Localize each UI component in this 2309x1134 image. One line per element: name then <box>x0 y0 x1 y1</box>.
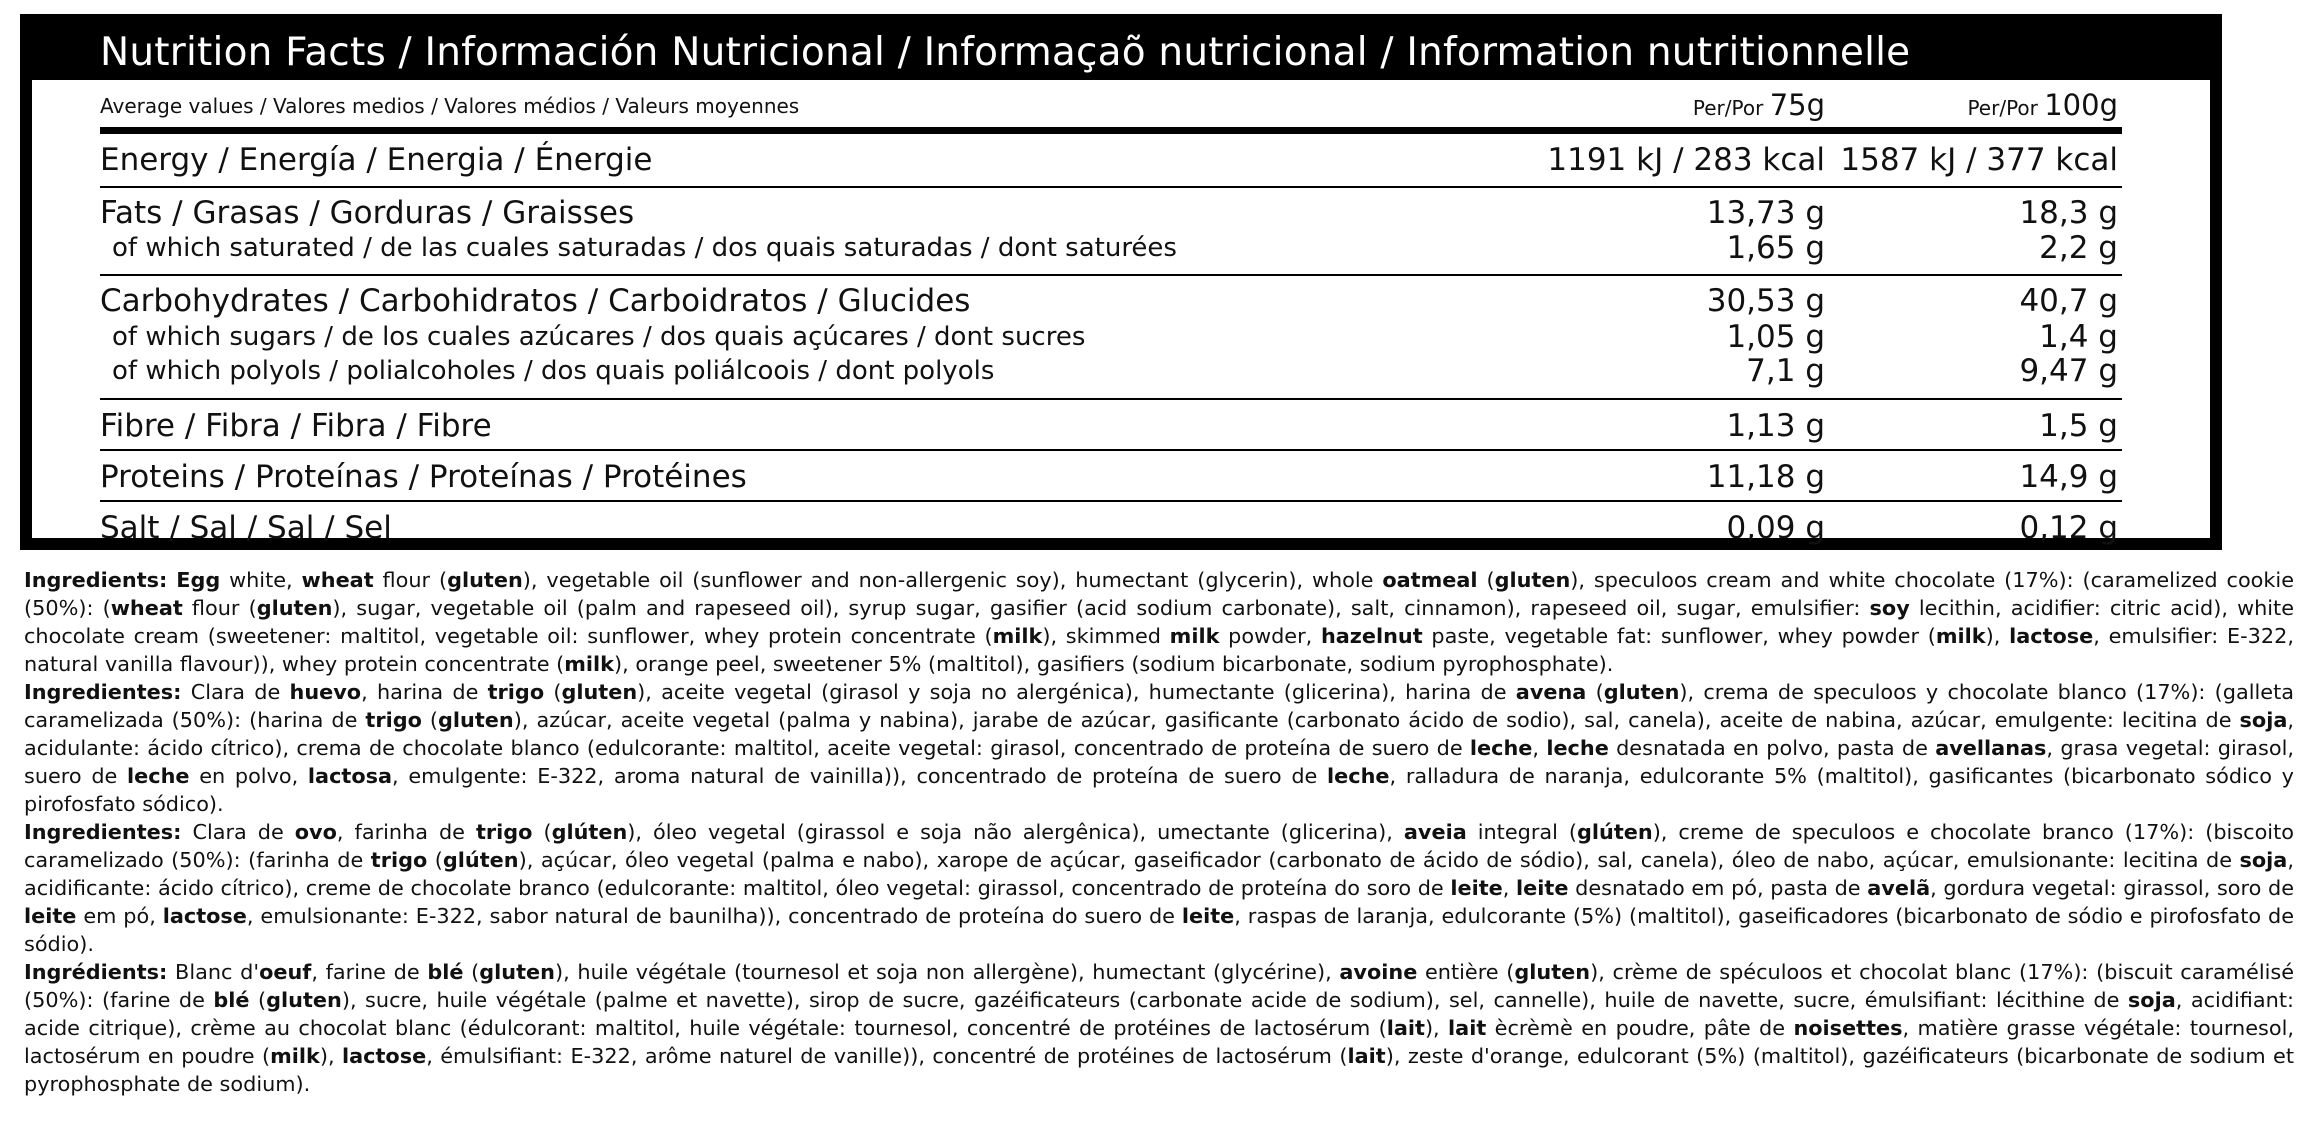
nutrient-sublabel: of which polyols / polialcoholes / dos quais poliálcoois / dont polyols <box>112 356 995 386</box>
allergen-text: leite <box>1516 876 1569 900</box>
ingredient-text: em pó, <box>76 904 163 928</box>
ingredient-text: ( <box>427 848 443 872</box>
ingredient-text: ), <box>1985 624 2010 648</box>
allergen-text: soja <box>2127 988 2176 1012</box>
value-per-75g: 1,13 g <box>1726 408 1825 444</box>
value-per-75g: 11,18 g <box>1706 459 1825 495</box>
allergen-text: trigo <box>365 708 422 732</box>
allergen-text: gluten <box>438 708 514 732</box>
ingredient-text: ), crema de speculoos y chocolate blanco (17%): (galleta caramelizada (50%): (harina de <box>24 680 2294 732</box>
ingredient-text: ), <box>319 1044 342 1068</box>
allergen-text: leche <box>1469 736 1533 760</box>
allergen-text: lactose <box>162 904 247 928</box>
allergen-text: milk <box>1169 624 1220 648</box>
allergen-text: Ingredientes: <box>24 820 182 844</box>
allergen-text: lactose <box>342 1044 427 1068</box>
ingredient-text: en polvo, <box>189 764 308 788</box>
divider <box>100 449 2122 451</box>
value-per-100g: 18,3 g <box>2019 195 2118 231</box>
allergen-text: lait <box>1386 1016 1425 1040</box>
allergen-text: soja <box>2239 848 2288 872</box>
ingredient-text: , grasa vegetal: girasol, suero de <box>24 736 2295 788</box>
value-per-75g: 1,65 g <box>1726 230 1825 266</box>
ingredient-text: Clara de <box>181 820 295 844</box>
ingredient-text: , emulsionante: E-322, sabor natural de baunilha)), concentrado de proteína do suero de <box>246 904 1182 928</box>
per-75g-header <box>1693 88 1825 122</box>
nutrient-label: Fibre / Fibra / Fibra / Fibre <box>100 408 492 444</box>
ingredient-text: ), açúcar, óleo vegetal (palma e nabo), xarope de açúcar, gaseificador (carbonato de ácido de sódio), sal, canela), óleo de nabo, açúcar, emulsionante: lecitina de <box>518 848 2240 872</box>
allergen-text: lactosa <box>307 764 393 788</box>
ingredient-text: powder, <box>1219 624 1321 648</box>
value-per-100g: 9,47 g <box>2019 353 2118 389</box>
allergen-text: hazelnut <box>1320 624 1423 648</box>
ingredients-french <box>24 958 2294 1098</box>
ingredient-text: flour ( <box>182 596 257 620</box>
ingredient-text: , emulsifier: E-322, natural vanilla flavour)), whey protein concentrate ( <box>24 624 2294 676</box>
allergen-text: leite <box>24 904 77 928</box>
allergen-text: gluten <box>479 960 555 984</box>
ingredient-text: ), skimmed <box>1042 624 1170 648</box>
allergen-text: avelã <box>1867 876 1931 900</box>
average-values-label: Average values / Valores medios / Valores médios / Valeurs moyennes <box>100 94 800 118</box>
value-per-100g: 14,9 g <box>2019 459 2118 495</box>
allergen-text: wheat <box>301 568 374 592</box>
ingredient-text: ( <box>463 960 480 984</box>
allergen-text: leche <box>1546 736 1609 760</box>
value-per-75g: 1191 kJ / 283 kcal <box>1547 142 1825 178</box>
allergen-text: wheat <box>110 596 183 620</box>
ingredient-text: ( <box>1586 680 1604 704</box>
ingredient-text: , <box>1502 876 1517 900</box>
per-100g-header <box>1967 88 2118 122</box>
allergen-text: gluten <box>561 680 638 704</box>
value-per-100g: 1,4 g <box>2039 319 2118 355</box>
allergen-text: avellanas <box>1935 736 2047 760</box>
ingredient-text: ècrèmè en poudre, pâte de <box>1486 1016 1794 1040</box>
allergen-text: soja <box>2239 708 2288 732</box>
allergen-text: milk <box>270 1044 320 1068</box>
divider <box>100 398 2122 400</box>
nutrient-sublabel: of which saturated / de las cuales saturadas / dos quais saturadas / dont saturées <box>112 233 1177 263</box>
value-per-100g: 1,5 g <box>2039 408 2118 444</box>
allergen-text: Ingrédients: <box>24 960 168 984</box>
divider <box>100 274 2122 276</box>
allergen-text: avena <box>1515 680 1587 704</box>
allergen-text: ovo <box>294 820 337 844</box>
divider <box>100 186 2122 188</box>
allergen-text: oeuf <box>259 960 312 984</box>
value-per-75g: 0,09 g <box>1726 510 1825 546</box>
ingredient-text: ( <box>421 708 439 732</box>
allergen-text: soy <box>1869 596 1910 620</box>
ingredient-text: ), azúcar, aceite vegetal (palma y nabina), jarabe de azúcar, gasificante (carbonato ácido de sodio), sal, canela), aceite de nabina, azúcar, emulgente: lecitina de <box>513 708 2240 732</box>
value-per-75g: 1,05 g <box>1726 319 1825 355</box>
nutrient-label: Salt / Sal / Sal / Sel <box>100 510 392 546</box>
allergen-text: glúten <box>551 820 628 844</box>
nutrient-label: Carbohydrates / Carbohidratos / Carboidratos / Glucides <box>100 283 971 319</box>
ingredient-text: ), aceite vegetal (girasol y soja no alergénica), humectante (glicerina), harina de <box>637 680 1516 704</box>
allergen-text: leche <box>1327 764 1390 788</box>
ingredient-text: , <box>1532 736 1547 760</box>
divider <box>100 127 2122 134</box>
allergen-text: milk <box>1935 624 1986 648</box>
allergen-text: blé <box>427 960 464 984</box>
allergen-text: glúten <box>442 848 519 872</box>
ingredient-text: ( <box>1477 568 1495 592</box>
ingredient-text: ), sugar, vegetable oil (palm and rapeseed oil), syrup sugar, gasifier (acid sodium carbonate), salt, cinnamon), rapeseed oil, sugar, emulsifier: <box>332 596 1870 620</box>
ingredient-text: lecithin, acidifier: citric acid), white chocolate cream (sweetener: maltitol, vegetable oil: sunflower, whey protein concentrate ( <box>24 596 2295 648</box>
ingredient-text: ), speculoos cream and white chocolate (17%): (caramelized cookie (50%): ( <box>24 568 2295 620</box>
allergen-text: blé <box>213 988 250 1012</box>
ingredient-text: ), zeste d'orange, edulcorant (5%) (maltitol), gazéificateurs (bicarbonate de sodium et pyrophosphate de sodium). <box>24 1044 2294 1096</box>
allergen-text: lactose <box>2009 624 2094 648</box>
value-per-100g: 0,12 g <box>2019 510 2118 546</box>
nutrition-facts-panel <box>20 14 2222 550</box>
allergen-text: trigo <box>370 848 428 872</box>
per-100g-amount: 100g <box>2044 88 2118 122</box>
ingredient-text: white, <box>220 568 302 592</box>
ingredient-text: , emulgente: E-322, aroma natural de vainilla)), concentrado de proteína de suero de <box>392 764 1328 788</box>
allergen-text: gluten <box>447 568 523 592</box>
allergen-text: glúten <box>1577 820 1653 844</box>
allergen-text: oatmeal <box>1382 568 1478 592</box>
ingredient-text: , acidulante: ácido cítrico), crema de chocolate blanco (edulcorante: maltitol, aceite vegetal: girasol, concentrado de proteína de suero de <box>24 708 2294 760</box>
allergen-text: noisettes <box>1793 1016 1903 1040</box>
ingredient-text: flour ( <box>373 568 448 592</box>
ingredient-text: ), creme de speculoos e chocolate branco (17%): (biscoito caramelizado (50%): (farinha de <box>24 820 2294 872</box>
ingredient-text: , émulsifiant: E-322, arôme naturel de vanille)), concentré de protéines de lactosérum ( <box>426 1044 1348 1068</box>
allergen-text: gluten <box>256 596 333 620</box>
allergen-text: gluten <box>1603 680 1680 704</box>
ingredient-text: ), sucre, huile végétale (palme et navette), sirop de sucre, gazéificateurs (carbonate acide de sodium), sel, cannelle), huile de navette, sucre, émulsifiant: lécithine de <box>341 988 2128 1012</box>
allergen-text: avoine <box>1339 960 1418 984</box>
ingredient-text: ( <box>544 680 562 704</box>
allergen-text: gluten <box>266 988 342 1012</box>
allergen-text: leite <box>1450 876 1503 900</box>
ingredient-text: , gordura vegetal: girassol, soro de <box>1930 876 2294 900</box>
allergen-text: gluten <box>1494 568 1571 592</box>
value-per-75g: 7,1 g <box>1746 353 1825 389</box>
ingredient-text: , acidifiant: acide citrique), crème au chocolat blanc (édulcorant: maltitol, huile végétale: tournesol, concentré de protéines de lactosérum ( <box>24 988 2294 1040</box>
allergen-text: milk <box>564 652 614 676</box>
ingredient-text: Clara de <box>181 680 290 704</box>
ingredient-text: , raspas de laranja, edulcorante (5%) (maltitol), gaseificadores (bicarbonato de sódio e pirofosfato de sódio). <box>24 904 2294 956</box>
allergen-text: milk <box>992 624 1043 648</box>
ingredient-text: , acidificante: ácido cítrico), creme de chocolate branco (edulcorante: maltitol, óleo vegetal: girassol, concentrado de proteína do soro de <box>24 848 2294 900</box>
ingredient-text: Blanc d' <box>167 960 260 984</box>
ingredient-text: paste, vegetable fat: sunflower, whey powder ( <box>1422 624 1936 648</box>
allergen-text: lait <box>1347 1044 1386 1068</box>
allergen-text: lait <box>1448 1016 1487 1040</box>
nutrient-label: Energy / Energía / Energia / Énergie <box>100 142 653 178</box>
ingredient-text: , matière grasse végétale: tournesol, lactosérum en poudre ( <box>24 1016 2294 1068</box>
ingredient-text: , harina de <box>361 680 488 704</box>
allergen-text: huevo <box>289 680 362 704</box>
allergen-text: aveia <box>1403 820 1467 844</box>
nutrient-label: Proteins / Proteínas / Proteínas / Protéines <box>100 459 747 495</box>
divider <box>100 500 2122 502</box>
allergen-text: leche <box>127 764 190 788</box>
value-per-75g: 13,73 g <box>1706 195 1825 231</box>
value-per-100g: 40,7 g <box>2019 283 2118 319</box>
ingredients-english <box>24 566 2294 678</box>
per-100g-prefix: Per/Por <box>1967 96 2038 120</box>
ingredient-text: , farinha de <box>336 820 476 844</box>
ingredient-text: ), óleo vegetal (girassol e soja não alergênica), umectante (glicerina), <box>627 820 1404 844</box>
ingredient-text: ), huile végétale (tournesol et soja non allergène), humectant (glycérine), <box>554 960 1340 984</box>
ingredient-text: ), <box>1424 1016 1449 1040</box>
value-per-100g: 2,2 g <box>2039 230 2118 266</box>
ingredient-text: integral ( <box>1466 820 1577 844</box>
allergen-text: Ingredients: <box>24 568 168 592</box>
ingredient-text: ), vegetable oil (sunflower and non-allergenic soy), humectant (glycerin), whole <box>522 568 1383 592</box>
allergen-text: trigo <box>487 680 545 704</box>
allergen-text: trigo <box>475 820 533 844</box>
allergen-text: Egg <box>176 568 221 592</box>
ingredient-text: ), orange peel, sweetener 5% (maltitol), gasifiers (sodium bicarbonate, sodium pyrophosphate). <box>614 652 1614 676</box>
value-per-100g: 1587 kJ / 377 kcal <box>1840 142 2118 178</box>
nutrition-facts-title: Nutrition Facts / Información Nutricional / Informaçaõ nutricional / Information nutritionnelle <box>32 26 2210 80</box>
per-75g-amount: 75g <box>1769 88 1825 122</box>
per-75g-prefix: Per/Por <box>1692 96 1764 120</box>
value-per-75g: 30,53 g <box>1706 283 1825 319</box>
ingredient-text: ( <box>532 820 552 844</box>
ingredient-text: , ralladura de naranja, edulcorante 5% (maltitol), gasificantes (bicarbonato sódico y pirofosfato sódico). <box>24 764 2294 816</box>
ingredient-text: desnatada en polvo, pasta de <box>1608 736 1936 760</box>
allergen-text: Ingredientes: <box>24 680 182 704</box>
ingredient-text: desnatado em pó, pasta de <box>1568 876 1868 900</box>
ingredients-portuguese <box>24 818 2294 958</box>
allergen-text: leite <box>1181 904 1235 928</box>
ingredient-text: , farine de <box>311 960 428 984</box>
ingredient-text <box>167 568 176 592</box>
ingredients-section <box>24 566 2294 1098</box>
ingredients-spanish <box>24 678 2294 818</box>
ingredient-text: entière ( <box>1417 960 1515 984</box>
allergen-text: gluten <box>1514 960 1591 984</box>
nutrient-sublabel: of which sugars / de los cuales azúcares / dos quais açúcares / dont sucres <box>112 322 1086 352</box>
ingredient-text: ), crème de spéculoos et chocolat blanc (17%): (biscuit caramélisé (50%): (farine de <box>24 960 2294 1012</box>
ingredient-text: ( <box>249 988 267 1012</box>
nutrient-label: Fats / Grasas / Gorduras / Graisses <box>100 195 635 231</box>
